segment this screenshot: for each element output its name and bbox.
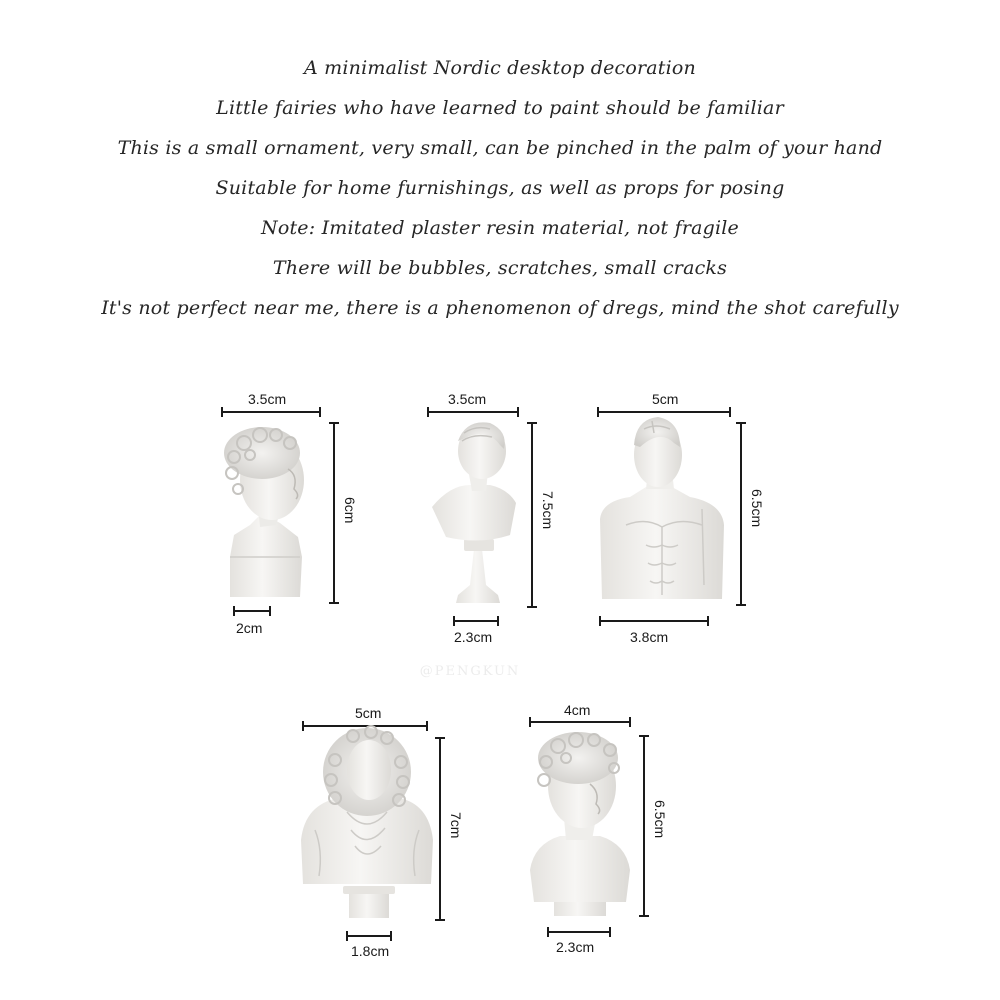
watermark-text: @PENGKUN <box>419 664 521 679</box>
bust-david-small <box>210 385 370 645</box>
description-line: Suitable for home furnishings, as well as props for posing <box>215 177 785 199</box>
description-line: There will be bubbles, scratches, small cracks <box>272 257 728 279</box>
bust-baroque-curly-height: 7cm <box>448 812 464 839</box>
bust-baroque-curly <box>295 700 470 970</box>
bust-david-small-base-width: 2cm <box>236 620 263 636</box>
bust-david-large-height: 6.5cm <box>652 800 668 839</box>
bust-muscular-torso-drawing <box>590 385 765 645</box>
bust-muscular-torso-top-width: 5cm <box>652 391 679 407</box>
bust-david-large-base-width: 2.3cm <box>556 939 595 955</box>
bust-david-large <box>520 700 690 970</box>
description-line: It's not perfect near me, there is a phenomenon of dregs, mind the shot carefully <box>101 297 899 319</box>
bust-baroque-curly-top-width: 5cm <box>355 705 382 721</box>
bust-baroque-curly-drawing <box>295 700 470 970</box>
bust-muscular-torso-base-width: 3.8cm <box>630 629 669 645</box>
bust-david-small-top-width: 3.5cm <box>248 391 287 407</box>
bust-david-small-height: 6cm <box>342 497 358 524</box>
description-line: A minimalist Nordic desktop decoration <box>304 57 696 79</box>
bust-venus-pedestal-height: 7.5cm <box>540 491 556 530</box>
bust-venus-pedestal <box>420 385 580 645</box>
bust-muscular-torso <box>590 385 765 645</box>
description-line: Note: Imitated plaster resin material, not fragile <box>261 217 739 239</box>
bust-venus-pedestal-top-width: 3.5cm <box>448 391 487 407</box>
description-block <box>0 48 1000 328</box>
bust-venus-pedestal-drawing <box>420 385 580 645</box>
description-line: This is a small ornament, very small, can be pinched in the palm of your hand <box>117 137 883 159</box>
bust-david-large-top-width: 4cm <box>564 702 591 718</box>
description-line: Little fairies who have learned to paint should be familiar <box>216 97 784 119</box>
bust-baroque-curly-base-width: 1.8cm <box>351 943 390 959</box>
bust-muscular-torso-height: 6.5cm <box>749 489 765 528</box>
bust-venus-pedestal-base-width: 2.3cm <box>454 629 493 645</box>
